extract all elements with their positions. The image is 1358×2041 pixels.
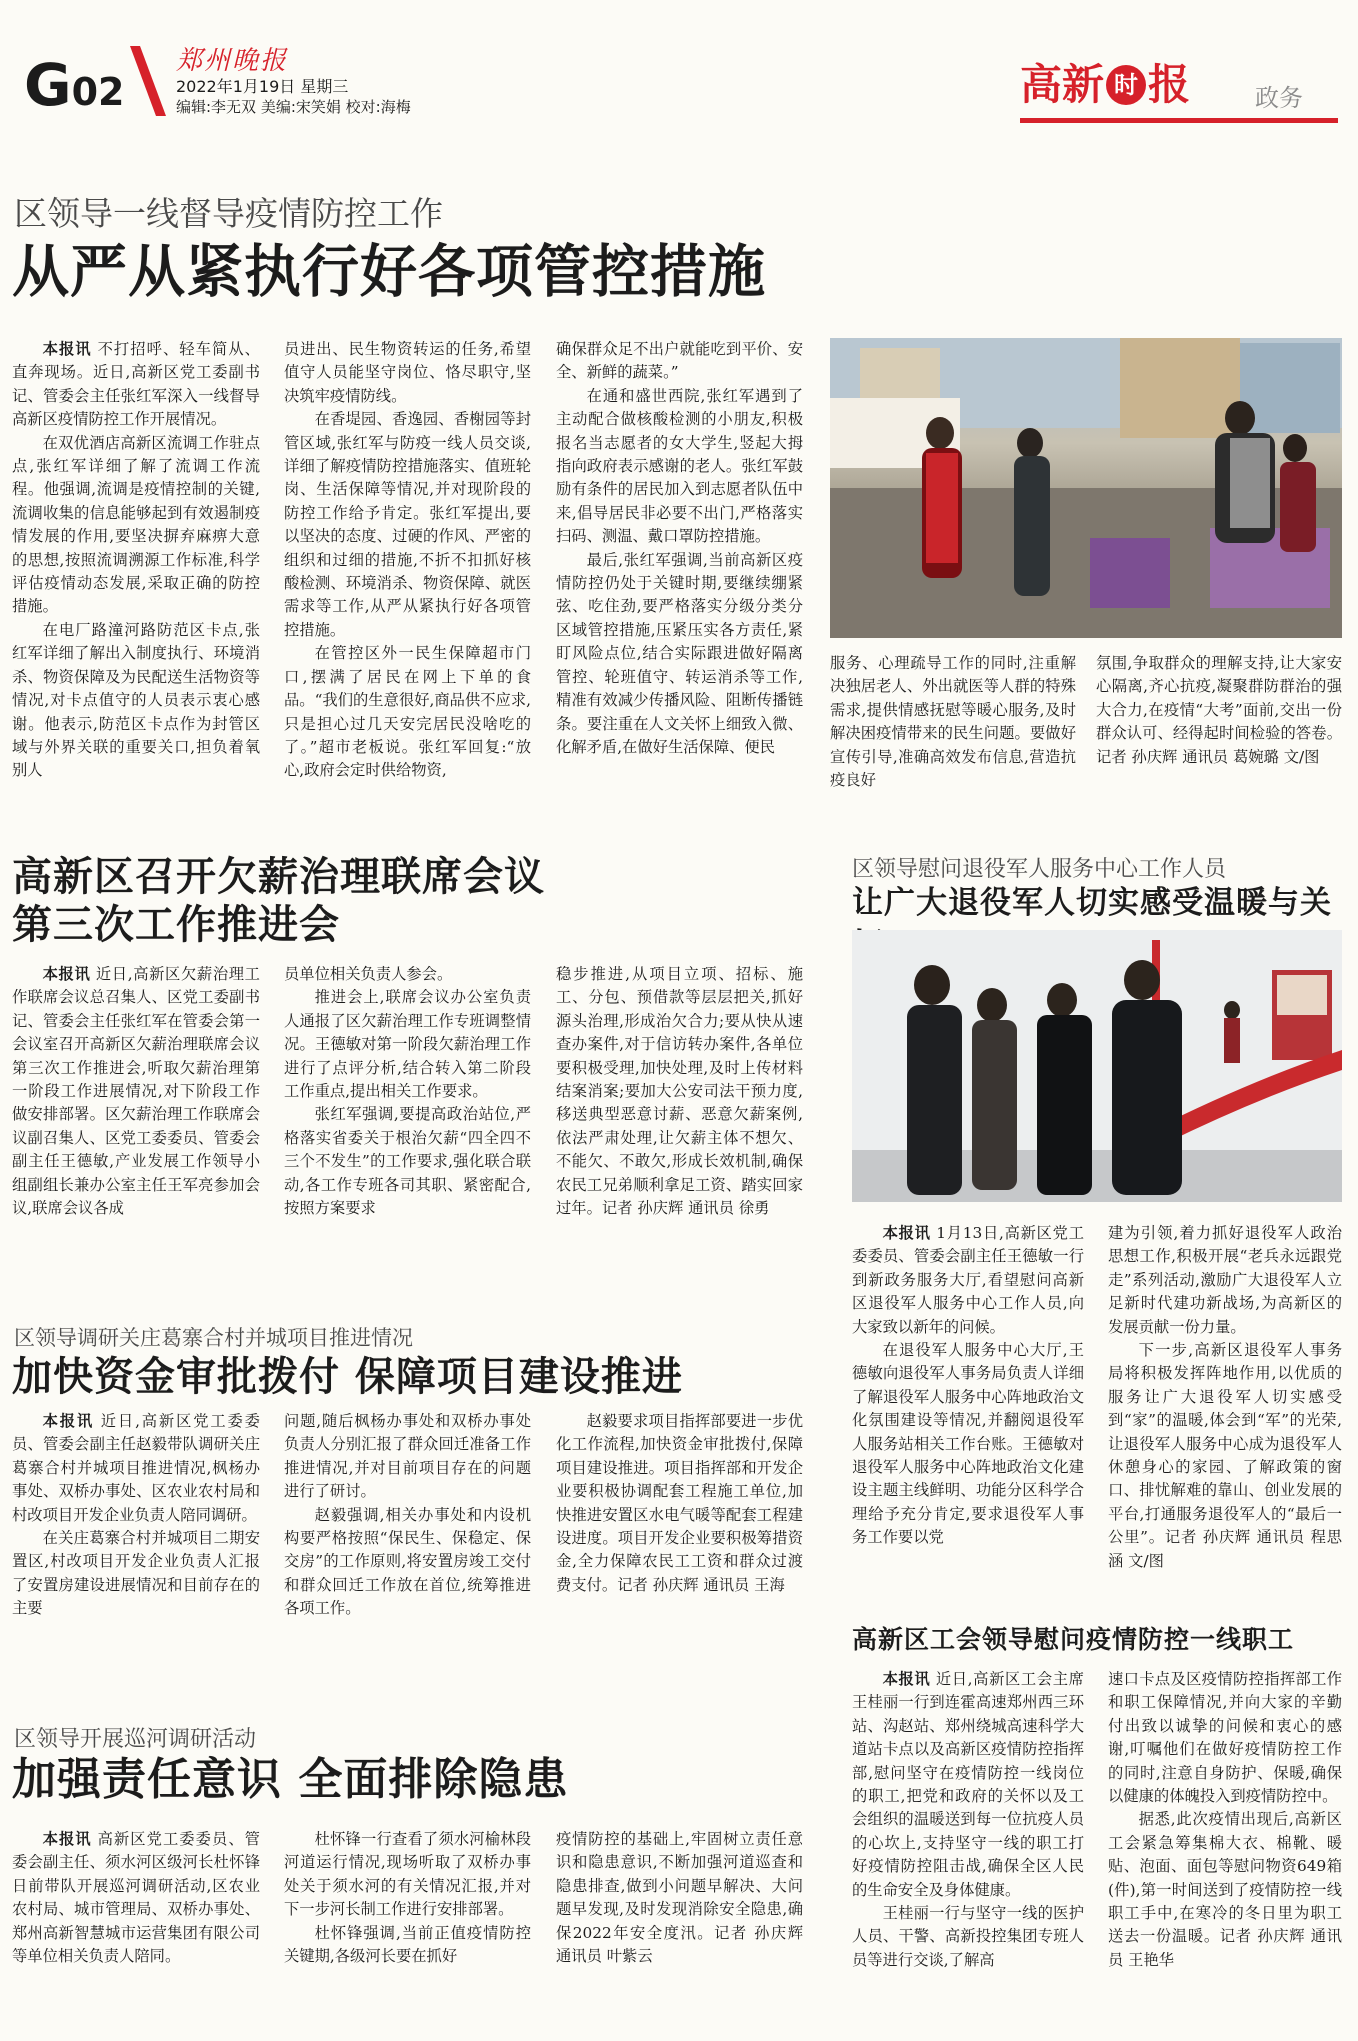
section-title-part2: 报 xyxy=(1148,60,1191,109)
article5-para: 王桂丽一行与坚守一线的医护人员、干警、高新投控集团专班人员等进行交谈,了解高 xyxy=(852,1904,1084,1969)
article1-para: 在通和盛世西院,张红军遇到了主动配合做核酸检测的小朋友,积极报名当志愿者的女大学生,竖起大拇指向政府表示感谢的老人。张红军鼓励有条件的居民加入到志愿者队伍中来,倡导居民非必要不出门,严格落实扫码、测温、戴口罩防控措施。 xyxy=(556,386,803,546)
article6-para: 杜怀锋一行查看了须水河榆林段河道运行情况,现场听取了双桥办事处关于须水河的有关情况汇报,并对下一步河长制工作进行安排部署。 xyxy=(284,1830,531,1919)
article1-col5 xyxy=(1096,652,1342,808)
article1-kicker: 区领导一线督导疫情防控工作 xyxy=(14,194,443,233)
section-title xyxy=(1020,60,1190,110)
article6-col2 xyxy=(284,1828,531,2028)
date-line: 2022年1月19日 星期三 xyxy=(176,77,349,96)
article4-kicker: 区领导调研关庄葛寨合村并城项目推进情况 xyxy=(14,1326,413,1350)
article1-col4 xyxy=(830,652,1076,808)
article4-para: 在关庄葛寨合村并城项目二期安置区,村改项目开发企业负责人汇报了安置房建设进展情况和目前存在的主要 xyxy=(12,1529,260,1618)
article6-col3 xyxy=(556,1828,803,2028)
section-sub: 政务 xyxy=(1255,84,1303,112)
article3-para: 下一步,高新区退役军人事务局将积极发挥阵地作用,以优质的服务让广大退役军人切实感受到“家”的温暖,体会到“军”的光荣,让退役军人服务中心成为退役军人休憩身心的家园、了解政策的窗口、排忧解难的靠山、创业发展的平台,打通服务退役军人的“最后一公里”。 xyxy=(1108,1341,1342,1547)
street-scene-photo xyxy=(830,338,1342,638)
article6-para: 高新区党工委委员、管委会副主任、须水河区级河长杜怀锋日前带队开展巡河调研活动,区农业农村局、城市管理局、双桥办事处、郑州高新智慧城市运营集团有限公司等单位相关负责人陪同。 xyxy=(12,1830,260,1966)
article2-byline: 记者 孙庆辉 通讯员 徐勇 xyxy=(601,1199,770,1218)
article3-kicker: 区领导慰问退役军人服务中心工作人员 xyxy=(852,857,1227,882)
article1-para: 最后,张红军强调,当前高新区疫情防控仍处于关键时期,要继续绷紧弦、吃住劲,要严格落实分级分类分区域管控措施,压紧压实各方责任,紧盯风险点位,结合实际跟进做好隔离管控、轮班值守、转运消杀等工作,精准有效减少传播风险、阻断传播链条。要注重在人文关怀上细致入微、化解矛盾,在做好生活保障、便民 xyxy=(556,550,803,756)
article1-col2 xyxy=(284,338,531,804)
article1-photo xyxy=(830,338,1342,638)
article5-para: 速口卡点及区疫情防控指挥部工作和职工保障情况,并向大家的辛勤付出致以诚挚的问候和衷心的感谢,叮嘱他们在做好疫情防控工作的同时,注意自身防护、保暖,确保以健康的体魄投入到疫情防控中。 xyxy=(1108,1670,1342,1806)
page-num: 02 xyxy=(71,70,125,114)
article3-byline: 记者 孙庆辉 通讯员 程思涵 文/图 xyxy=(1108,1528,1342,1570)
article3-headline: 让广大退役军人切实感受温暖与关 xyxy=(852,885,1332,921)
article2-para: 稳步推进,从项目立项、招标、施工、分包、预借款等层层把关,抓好源头治理,形成治欠合力;要从快从速查办案件,对于信访转办案件,各单位要积极受理,加快处理,及时上传材料结案消案;要加大公安司法干预力度,移送典型恶意讨薪、恶意欠薪案例,依法严肃处理,让欠薪主体不想欠、不能欠、不敢欠,形成长效机制,确保农民工兄弟顺利拿足工资、踏实回家过年。 xyxy=(556,965,803,1218)
article2-col1 xyxy=(12,963,260,1243)
article6-para: 杜怀锋强调,当前正值疫情防控关键期,各级河长要在抓好 xyxy=(284,1923,531,1966)
article3-para: 建为引领,着力抓好退役军人政治思想工作,积极开展“老兵永远跟党走”系列活动,激励广大退役军人立足新时代建功新战场,为高新区的发展贡献一份力量。 xyxy=(1108,1224,1342,1336)
article1-para: 在香堤园、香逸园、香榭园等封管区域,张红军与防疫一线人员交谈,详细了解疫情防控措施落实、值班轮岗、生活保障等情况,并对现阶段的防控工作给予肯定。张红军提出,要以坚决的态度、过硬的作风、严密的组织和过细的措施,不折不扣抓好核酸检测、环境消杀、物资保障、就医需求等工作,从严从紧执行好各项管控措施。 xyxy=(284,410,531,639)
article6-headline: 加强责任意识 全面排除隐患 xyxy=(12,1754,569,1805)
article2-para: 近日,高新区欠薪治理工作联席会议总召集人、区党工委副书记、管委会主任张红军在管委会第一会议室召开高新区欠薪治理联席会议第三次工作推进会,听取欠薪治理第一阶段工作进展情况,对下阶段工作做安排部署。区欠薪治理工作联席会议副召集人、区党工委委员、管委会副主任王德敏,产业发展工作领导小组副组长兼办公室主任王军亮参加会议,联席会议各成 xyxy=(12,965,260,1218)
paper-name: 郑州晚报 xyxy=(176,46,289,76)
section-badge: 时 xyxy=(1106,65,1146,105)
article1-para: 员进出、民生物资转运的任务,希望值守人员能坚守岗位、恪尽职守,坚决筑牢疫情防线。 xyxy=(284,340,531,405)
article1-col3 xyxy=(556,338,803,804)
article1-para: 服务、心理疏导工作的同时,注重解决独居老人、外出就医等人群的特殊需求,提供情感抚慰等暖心服务,及时解决困疫情带来的民生问题。要做好宣传引导,准确高效发布信息,营造抗疫良好 xyxy=(830,654,1076,790)
article2-para: 员单位相关负责人参会。 xyxy=(284,965,453,983)
article3-lead: 本报讯 xyxy=(882,1224,931,1242)
article2-lead: 本报讯 xyxy=(42,965,91,983)
masthead xyxy=(0,0,1358,125)
article1-para: 确保群众足不出户就能吃到平价、安全、新鲜的蔬菜。” xyxy=(556,340,803,382)
article4-para: 问题,随后枫杨办事处和双桥办事处负责人分别汇报了群众回迁准备工作推进情况,并对目前项目存在的问题进行了研讨。 xyxy=(284,1412,531,1501)
article2-headline-line1: 高新区召开欠薪治理联席会议 xyxy=(12,854,545,900)
article4-lead: 本报讯 xyxy=(42,1412,95,1430)
article1-headline: 从严从紧执行好各项管控措施 xyxy=(12,239,766,305)
article4-headline: 加快资金审批拨付 保障项目建设推进 xyxy=(12,1354,683,1400)
article1-para: 在电厂路潼河路防范区卡点,张红军详细了解出入制度执行、环境消杀、物资保障及为民配送生活物资等情况,对卡点值守的人员表示衷心感谢。他表示,防范区卡点作为封管区域与外界关联的重要关口,担负着氧别人 xyxy=(12,620,260,780)
article6-col1 xyxy=(12,1828,260,2028)
visit-scene-photo xyxy=(852,930,1342,1202)
article1-lead: 本报讯 xyxy=(42,340,92,358)
article5-headline: 高新区工会领导慰问疫情防控一线职工 xyxy=(852,1625,1295,1654)
article4-col1 xyxy=(12,1410,260,1650)
article1-para: 氛围,争取群众的理解支持,让大家安心隔离,齐心抗疫,凝聚群防群治的强大合力,在疫情“大考”面前,交出一份群众认可、经得起时间检验的答卷。 xyxy=(1096,654,1342,743)
article5-col1 xyxy=(852,1668,1084,2028)
article6-lead: 本报讯 xyxy=(42,1830,92,1848)
article4-para: 近日,高新区党工委委员、管委会副主任赵毅带队调研关庄葛寨合村并城项目推进情况,枫杨办事处、双桥办事处、区农业农村局和村改项目开发企业负责人陪同调研。 xyxy=(12,1412,260,1524)
page-letter: G xyxy=(24,51,72,119)
article1-byline: 记者 孙庆辉 通讯员 葛婉璐 文/图 xyxy=(1096,747,1320,766)
article2-col3 xyxy=(556,963,803,1243)
article4-byline: 记者 孙庆辉 通讯员 王海 xyxy=(617,1575,785,1594)
editors-line: 编辑:李无双 美编:宋笑娟 校对:海梅 xyxy=(176,98,411,116)
article5-para: 近日,高新区工会主席王桂丽一行到连霍高速郑州西三环站、沟赵站、郑州绕城高速科学大道站卡点以及高新区疫情防控指挥部,慰问坚守在疫情防控一线岗位的职工,把党和政府的关怀以及工会组织的温暖送到每一位抗疫人员的心坎上,支持坚守一线的职工打好疫情防控阻击战,确保全区人民的生命安全及身体健康。 xyxy=(852,1670,1084,1899)
article5-byline: 记者 孙庆辉 通讯员 王艳华 xyxy=(1108,1927,1342,1969)
article1-para: 在管控区外一民生保障超市门口,摆满了居民在网上下单的食品。“我们的生意很好,商品供不应求,只是担心过几天安完居民没啥吃的了。”超市老板说。张红军回复:“放心,政府会定时供给物资, xyxy=(284,644,531,780)
article3-col2 xyxy=(1108,1222,1342,1574)
article2-col2 xyxy=(284,963,531,1243)
article1-col1 xyxy=(12,338,260,804)
article1-para: 在双优酒店高新区流调工作驻点点,张红军详细了解了流调工作流程。他强调,流调是疫情控制的关键,流调收集的信息能够起到有效遏制疫情发展的作用,要坚决摒弃麻痹大意的思想,按照流调溯源工作标准,科学评估疫情动态发展,采取正确的防控措施。 xyxy=(12,433,260,616)
article5-lead: 本报讯 xyxy=(882,1670,931,1688)
article4-col2 xyxy=(284,1410,531,1650)
article6-para: 疫情防控的基础上,牢固树立责任意识和隐患意识,不断加强河道巡查和隐患排查,做到小问题早解决、大问题早发现,及时发现消除安全隐患,确保2022年安全度汛。 xyxy=(556,1830,803,1942)
article2-headline-line2: 第三次工作推进会 xyxy=(12,902,340,948)
section-title-part1: 高新 xyxy=(1020,60,1105,109)
slash-mark-icon xyxy=(128,46,168,116)
page-number xyxy=(24,51,125,119)
article6-kicker: 区领导开展巡河调研活动 xyxy=(14,1727,257,1752)
article2-para: 张红军强调,要提高政治站位,严格落实省委关于根治欠薪“四全四不三个不发生”的工作要求,强化联合联动,各工作专班各司其职、紧密配合,按照方案要求 xyxy=(284,1105,531,1218)
article5-para: 据悉,此次疫情出现后,高新区工会紧急筹集棉大衣、棉靴、暖贴、泡面、面包等慰问物资649箱(件),第一时间送到了疫情防控一线职工手中,在寒冷的冬日里为职工送去一份温暖。 xyxy=(1108,1810,1342,1946)
article1-para: 不打招呼、轻车简从、直奔现场。近日,高新区党工委副书记、管委会主任张红军深入一线督导高新区疫情防控工作开展情况。 xyxy=(12,340,260,429)
article2-para: 推进会上,联席会议办公室负责人通报了区欠薪治理工作专班调整情况。王德敏对第一阶段欠薪治理工作进行了点评分析,结合转入第二阶段工作重点,提出相关工作要求。 xyxy=(284,988,531,1101)
article3-para: 1月13日,高新区党工委委员、管委会副主任王德敏一行到新政务服务大厅,看望慰问高新区退役军人服务中心工作人员,向大家致以新年的问候。 xyxy=(852,1224,1084,1336)
article4-para: 赵毅要求项目指挥部要进一步优化工作流程,加快资金审批拨付,保障项目建设推进。项目指挥部和开发企业要积极协调配套工程施工单位,加快推进安置区水电气暖等配套工程建设进度。项目开发企业要积极筹措资金,全力保障农民工工资和群众过渡费支付。 xyxy=(556,1412,803,1594)
article6-byline: 记者 孙庆辉 通讯员 叶紫云 xyxy=(556,1923,803,1966)
article3-col1 xyxy=(852,1222,1084,1574)
article4-col3 xyxy=(556,1410,803,1650)
article4-para: 赵毅强调,相关办事处和内设机构要严格按照“保民生、保稳定、保交房”的工作原则,将安置房竣工交付和群众回迁工作放在首位,统筹推进各项工作。 xyxy=(284,1505,531,1618)
article3-photo xyxy=(852,930,1342,1202)
article3-para: 在退役军人服务中心大厅,王德敏向退役军人事务局负责人详细了解退役军人服务中心阵地政治文化氛围建设等情况,并翻阅退役军人服务站相关工作台账。王德敏对退役军人服务中心阵地政治文化建设主题主线鲜明、功能分区科学合理给予充分肯定,要求退役军人事务工作要以党 xyxy=(852,1341,1084,1547)
article5-col2 xyxy=(1108,1668,1342,2028)
masthead-rule xyxy=(1020,118,1338,123)
